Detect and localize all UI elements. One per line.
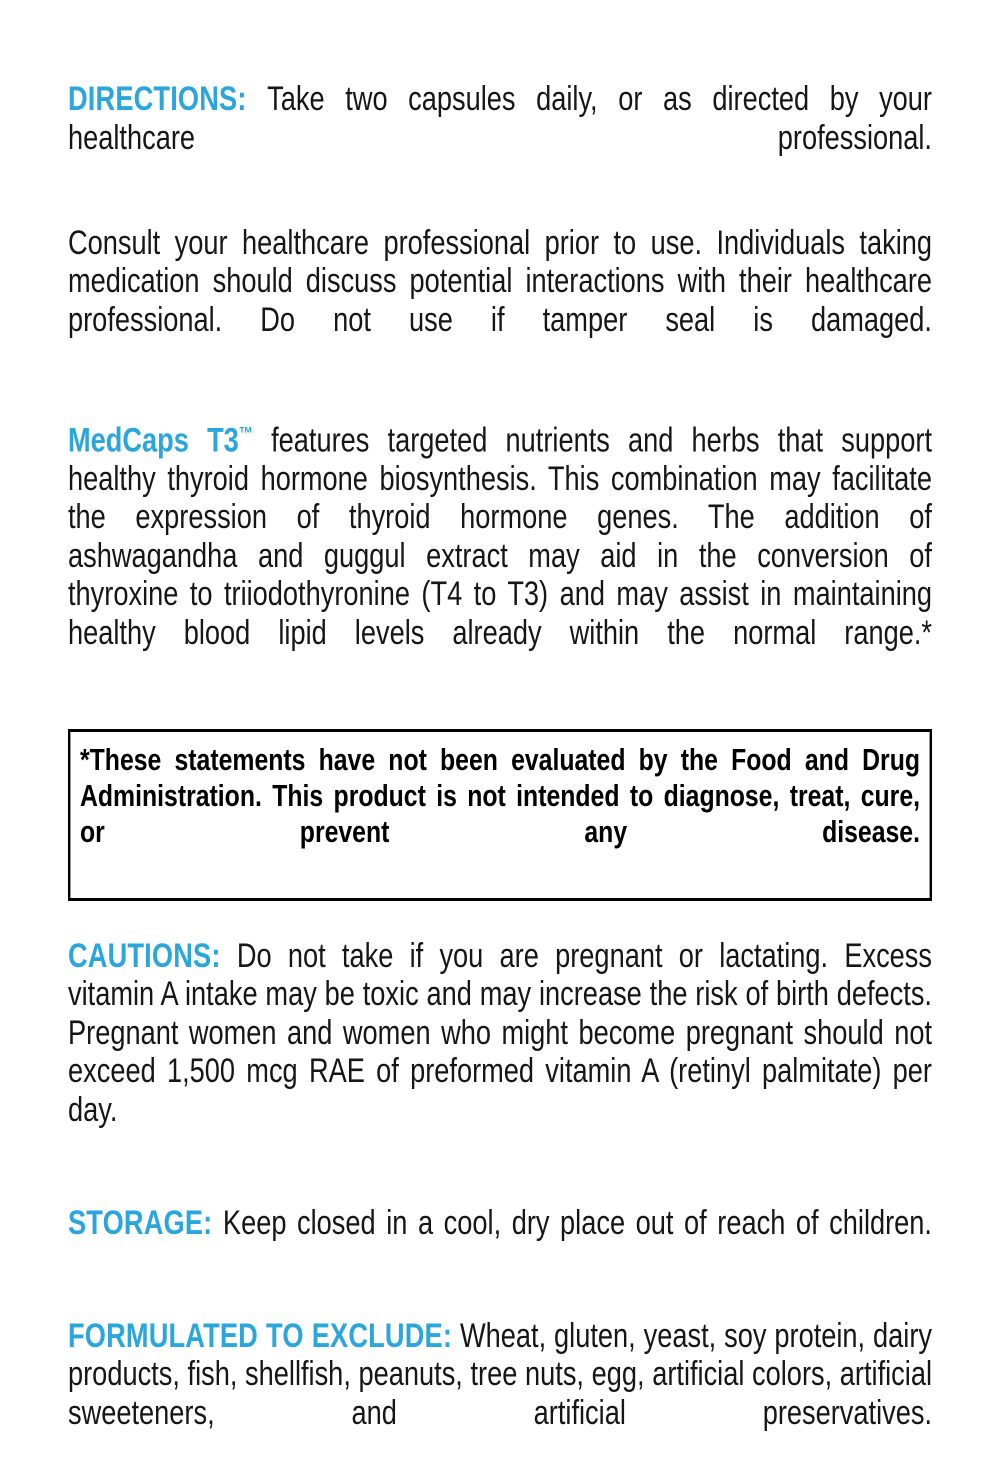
storage-body: Keep closed in a cool, dry place out of reach of children. bbox=[222, 1203, 933, 1242]
cautions-paragraph bbox=[68, 937, 932, 1168]
benefits-paragraph bbox=[68, 414, 932, 691]
benefits-body: features targeted nutrients and herbs that support healthy thyroid hormone biosynthesis. This combination may facilitate the expression of thyroid hormone genes. The addition of ashwagandha and guggul extract may aid in the conversion of thyroxine to triiodothyronine (T4 to T3) and may assist in maintaining healthy blood lipid levels already within the normal range.* bbox=[68, 421, 933, 652]
formulated-to-exclude-paragraph bbox=[68, 1317, 932, 1471]
spacer-after-directions bbox=[68, 196, 932, 224]
storage-heading: STORAGE: bbox=[68, 1203, 213, 1242]
spacer-before-disclaimer bbox=[68, 691, 932, 729]
fda-disclaimer-box bbox=[68, 729, 932, 901]
cautions-spacer bbox=[221, 937, 237, 975]
spacer-after-storage bbox=[68, 1281, 932, 1317]
fda-disclaimer-text: *These statements have not been evaluated by the Food and Drug Administration. This product is not intended to diagnose, treat, cure, or prevent any disease. bbox=[80, 741, 920, 849]
cautions-body: Do not take if you are pregnant or lactating. Excess vitamin A intake may be toxic and may increase the risk of birth defects. Pregnant women and women who might become pregnant should not exceed 1,500 mcg RAE of preformed vitamin A (retinyl palmitate) per day. bbox=[68, 936, 932, 1129]
formulated-to-exclude-heading: FORMULATED TO EXCLUDE: bbox=[68, 1316, 453, 1355]
spacer-after-cautions bbox=[68, 1168, 932, 1204]
spacer-after-disclaimer bbox=[68, 901, 932, 937]
trademark-icon: ™ bbox=[238, 422, 253, 443]
formulated-to-exclude-body: Wheat, gluten, yeast, soy protein, dairy products, fish, shellfish, peanuts, tree nuts, egg, artificial colors, artificial sweeteners, and artificial preservatives. bbox=[68, 1316, 932, 1432]
directions-spacer bbox=[247, 80, 268, 118]
spacer-after-consult bbox=[68, 378, 932, 414]
product-name-text: MedCaps T3 bbox=[68, 421, 239, 460]
consult-body: Consult your healthcare professional prior to use. Individuals taking medication should discuss potential interactions with their healthcare professional. Do not use if tamper seal is damaged. bbox=[68, 223, 932, 339]
consult-paragraph bbox=[68, 224, 932, 378]
cautions-heading: CAUTIONS: bbox=[68, 936, 221, 975]
directions-heading: DIRECTIONS: bbox=[68, 80, 247, 118]
formulated-to-exclude-spacer bbox=[452, 1317, 460, 1355]
label-text-column bbox=[68, 80, 932, 1471]
directions-paragraph bbox=[68, 80, 932, 196]
directions-body: Take two capsules daily, or as directed by your healthcare professional. bbox=[68, 80, 932, 157]
storage-spacer bbox=[212, 1204, 223, 1242]
storage-paragraph bbox=[68, 1204, 932, 1281]
